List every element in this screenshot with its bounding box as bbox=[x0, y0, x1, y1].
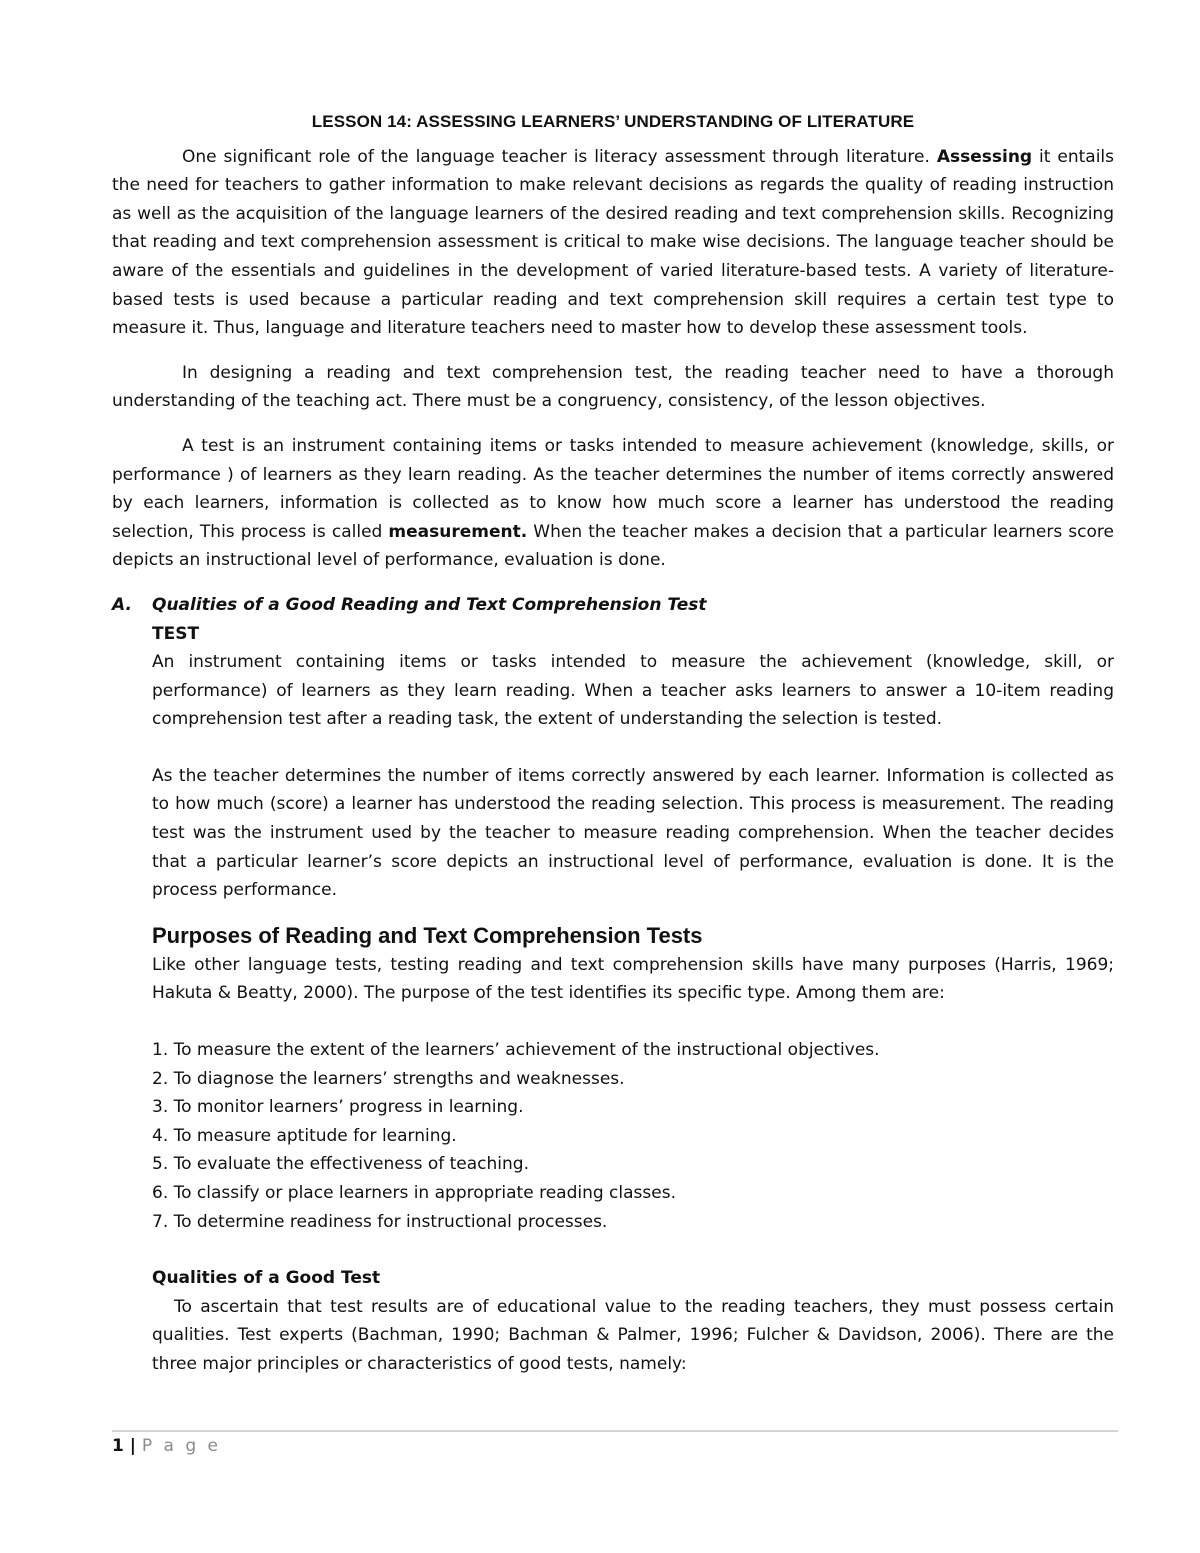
section-a-heading: Qualities of a Good Reading and Text Comprehension Test bbox=[152, 594, 707, 615]
footer-separator: | bbox=[123, 1436, 142, 1456]
test-measurement-paragraph: As the teacher determines the number of items correctly answered by each learner. Information is collected as to how much (score) a learner has understood the reading selection. This process is measurement. The reading test was the instrument used by the teacher to measure reading comprehension. When the teacher decides that a particular learner’s score depicts an instructional level of performance, evaluation is done. It is the process performance. bbox=[152, 765, 1114, 901]
page-content bbox=[112, 108, 1114, 1379]
intro-p3-rest: When the teacher makes a decision that a particular learners score depicts an instructional level of performance, evaluation is done. bbox=[112, 521, 1114, 571]
qualities-paragraph: To ascertain that test results are of educational value to the reading teachers, they must possess certain qualities. Test experts (Bachman, 1990; Bachman & Palmer, 1996; Fulcher & Davidson, 2006). There are the three major principles or characteristics of good tests, namely: bbox=[152, 1296, 1114, 1374]
intro-p1-rest: it entails the need for teachers to gather information to make relevant decisions as regards the quality of reading instruction as well as the acquisition of the language learners of the desired reading and text comprehension skills. Recognizing that reading and text comprehension assessment is critical to make wise decisions. The language teacher should be aware of the essentials and guidelines in the development of varied literature-based tests. A variety of literature-based tests is used because a particular reading and text comprehension skill requires a certain test type to measure it. Thus, language and literature teachers need to master how to develop these assessment tools. bbox=[112, 146, 1114, 339]
intro-paragraph-2: In designing a reading and text comprehension test, the reading teacher need to have a thorough understanding of the teaching act. There must be a congruency, consistency, of the lesson objectives. bbox=[112, 362, 1114, 412]
page-number: 1 bbox=[112, 1436, 124, 1456]
intro-paragraph-1 bbox=[112, 143, 1114, 343]
list-item: 3. To monitor learners’ progress in learning. bbox=[152, 1097, 524, 1118]
intro-p1-text: One significant role of the language teacher is literacy assessment through literature. bbox=[182, 146, 937, 167]
list-item: 1. To measure the extent of the learners’ achievement of the instructional objectives. bbox=[152, 1040, 880, 1061]
qualities-heading: Qualities of a Good Test bbox=[152, 1268, 381, 1289]
lesson-title: LESSON 14: ASSESSING LEARNERS’ UNDERSTANDING OF LITERATURE bbox=[311, 112, 915, 131]
purposes-intro: Like other language tests, testing reading and text comprehension skills have many purposes (Harris, 1969; Hakuta & Beatty, 2000). The purpose of the test identifies its specific type. Among them are: bbox=[152, 954, 1114, 1004]
purposes-heading: Purposes of Reading and Text Comprehension Tests bbox=[152, 922, 703, 948]
section-a bbox=[112, 591, 1114, 905]
list-item: 5. To evaluate the effectiveness of teaching. bbox=[152, 1154, 529, 1175]
footer-divider bbox=[112, 1430, 1118, 1432]
assessing-bold: Assessing bbox=[936, 146, 1033, 167]
intro-p3-text: A test is an instrument containing items or tasks intended to measure achievement (knowledge, skills, or performance ) of learners as they learn reading. As the teacher determines the number of items correctly answered by each learners, information is collected as to know how much score a learner has understood the reading selection, This process is called bbox=[112, 435, 1114, 542]
page-footer bbox=[112, 1432, 221, 1460]
list-item: 2. To diagnose the learners’ strengths and weaknesses. bbox=[152, 1068, 625, 1089]
measurement-bold: measurement. bbox=[388, 521, 528, 542]
purposes-list bbox=[152, 1036, 1114, 1236]
test-definition: An instrument containing items or tasks intended to measure the achievement (knowledge, skill, or performance) of learners as they learn reading. When a teacher asks learners to answer a 10-item reading comprehension test after a reading task, the extent of understanding the selection is tested. bbox=[152, 652, 1114, 730]
intro-paragraph-3 bbox=[112, 432, 1114, 575]
section-a-body bbox=[152, 591, 1114, 905]
list-item: 4. To measure aptitude for learning. bbox=[152, 1125, 457, 1146]
section-a-letter: A. bbox=[112, 594, 132, 615]
list-item: 7. To determine readiness for instructional processes. bbox=[152, 1211, 608, 1232]
page-label: P a g e bbox=[141, 1436, 222, 1456]
list-item: 6. To classify or place learners in appropriate reading classes. bbox=[152, 1183, 676, 1203]
test-label: TEST bbox=[152, 623, 200, 644]
